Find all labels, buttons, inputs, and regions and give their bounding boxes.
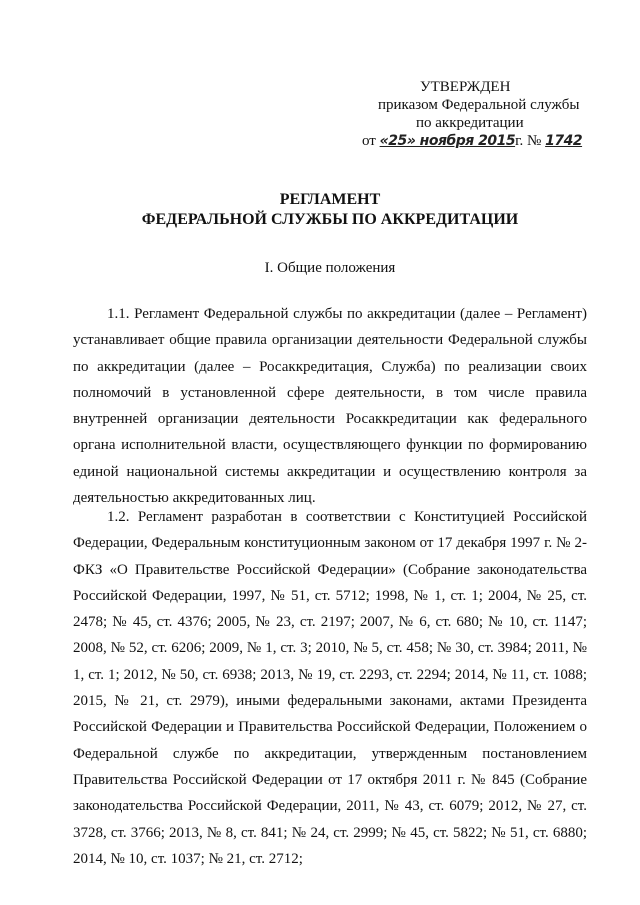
section-heading: I. Общие положения xyxy=(264,260,396,276)
approval-stamp xyxy=(360,78,610,150)
approval-date-line xyxy=(360,132,610,150)
document-title: РЕГЛАМЕНТ xyxy=(279,191,381,208)
handwritten-date: «25» ноября 2015 xyxy=(379,133,516,149)
paragraph-1-1: 1.1. Регламент Федеральной службы по аккредитации (далее – Регламент) устанавливает общие правила организации деятельности Федеральной службы по аккредитации (далее – Росаккредитация, Служба) по реализации своих полномочий в установленной сфере деятельности, в том числе правила внутренней организации деятельности Росаккредитации как федерального органа исполнительной власти, осуществляющего функции по формированию единой национальной системы аккредитации и осуществлению контроля за деятельностью аккредитованных лиц. xyxy=(73,306,587,507)
order-number-prefix: г. № xyxy=(515,133,542,149)
approval-order-line: приказом Федеральной службы xyxy=(378,97,580,113)
handwritten-order-number: 1742 xyxy=(545,133,583,149)
approval-title: УТВЕРЖДЕН xyxy=(420,79,511,95)
date-prefix: от xyxy=(362,133,376,149)
document-subtitle: ФЕДЕРАЛЬНОЙ СЛУЖБЫ ПО АККРЕДИТАЦИИ xyxy=(141,211,519,228)
approval-agency-line: по аккредитации xyxy=(416,115,524,131)
paragraph-1-2: 1.2. Регламент разработан в соответствии с Конституцией Российской Федерации, Федеральным конституционным законом от 17 декабря 1997 г. № 2-ФКЗ «О Правительстве Российской Федерации» (Собрание законодательства Российской Федерации, 1997, № 51, ст. 5712; 1998, № 1, ст. 1; 2004, № 25, ст. 2478; № 45, ст. 4376; 2005, № 23, ст. 2197; 2007, № 6, ст. 680; № 10, ст. 1147; 2008, № 52, ст. 6206; 2009, № 1, ст. 3; 2010, № 5, ст. 458; № 30, ст. 3984; 2011, № 1, ст. 1; 2012, № 50, ст. 6938; 2013, № 19, ст. 2293, ст. 2294; 2014, № 11, ст. 1088; 2015, № 21, ст. 2979), иными федеральными законами, актами Президента Российской Федерации и Правительства Российской Федерации, Положением о Федеральной службе по аккредитации, утвержденным постановлением Правительства Российской Федерации от 17 октября 2011 г. № 845 (Собрание законодательства Российской Федерации, 2011, № 43, ст. 6079; 2012, № 27, ст. 3728, ст. 3766; 2013, № 8, ст. 841; № 24, ст. 2999; № 45, ст. 5822; № 51, ст. 6880; 2014, № 10, ст. 1037; № 21, ст. 2712; xyxy=(73,509,587,867)
